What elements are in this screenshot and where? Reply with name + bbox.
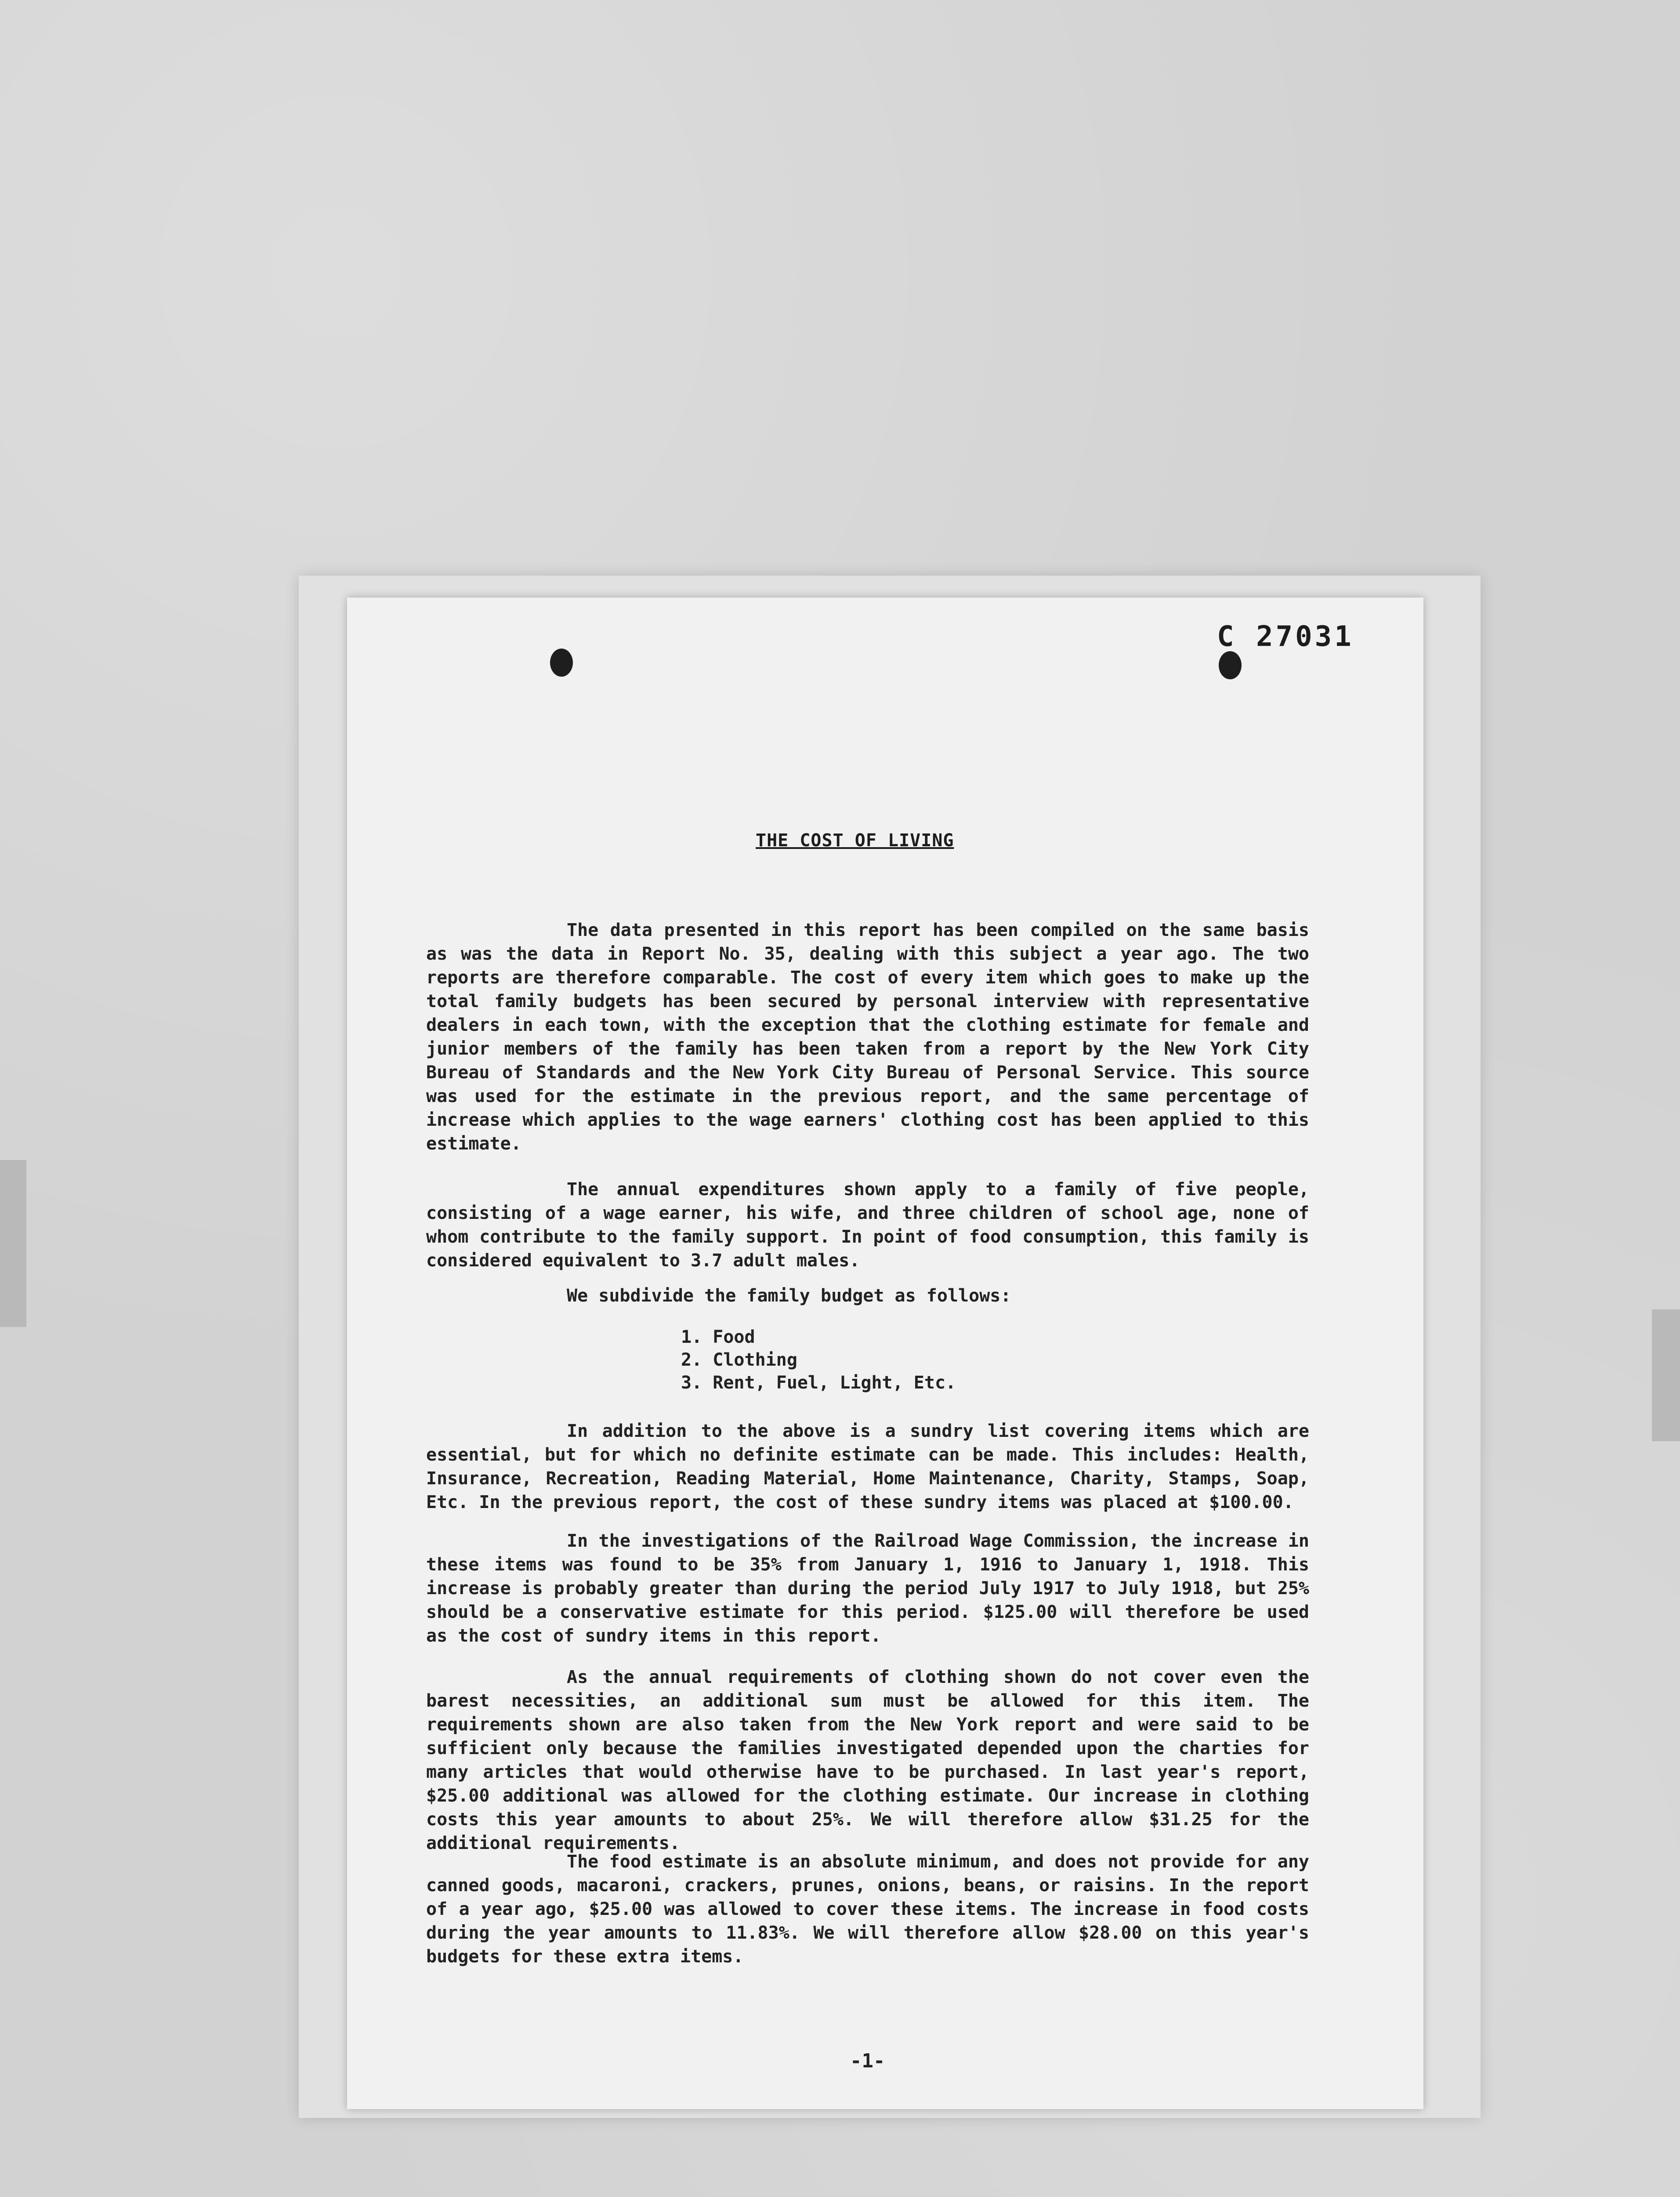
budget-item-food: 1. Food — [681, 1327, 755, 1347]
paragraph-5: As the annual requirements of clothing shown do not cover even the barest necessities, an additional sum must be allowed for this item. The requirements shown are also taken from the New York report and were said to be sufficient only because the families investigated depended upon the charties for many articles that would otherwise have to be purchased. In last year's report, $25.00 additional was allowed for the clothing estimate. Our increase in clothing costs this year amounts to about 25%. We will therefore allow $31.25 for the additional requirements. — [426, 1667, 1309, 1853]
punch-hole-left — [550, 649, 573, 677]
paragraph-6: The food estimate is an absolute minimum, and does not provide for any canned goods, macaroni, crackers, prunes, onions, beans, or raisins. In the report of a year ago, $25.00 was allowed to cover these items. The increase in food costs during the year amounts to 11.83%. We will therefore allow $28.00 on this year's budgets for these extra items. — [426, 1852, 1309, 1967]
page-id: C 27031 — [1217, 620, 1354, 653]
right-edge-mark — [1652, 1309, 1680, 1441]
page-number: -1- — [850, 2050, 885, 2072]
page-title: THE COST OF LIVING — [756, 830, 954, 851]
budget-item-rent: 3. Rent, Fuel, Light, Etc. — [681, 1373, 956, 1393]
left-edge-mark — [0, 1160, 26, 1327]
paragraph-3: In addition to the above is a sundry list covering items which are essential, but for which no definite estimate can be made. This includes: Health, Insurance, Recreation, Reading Material, Home Maintenance, Charity, Stamps, Soap, Etc. In the previous report, the cost of these sundry items was placed at $100.00. — [426, 1421, 1309, 1512]
paragraph-4: In the investigations of the Railroad Wage Commission, the increase in these items was found to be 35% from January 1, 1916 to January 1, 1918. This increase is probably greater than during the period July 1917 to July 1918, but 25% should be a conservative estimate for this period. $125.00 will therefore be used as the cost of sundry items in this report. — [426, 1531, 1309, 1646]
paragraph-2: The annual expenditures shown apply to a family of five people, consisting of a wage earner, his wife, and three children of school age, none of whom contribute to the family support. In point of food consumption, this family is considered equivalent to 3.7 adult males. — [426, 1179, 1309, 1271]
punch-hole-right — [1219, 651, 1242, 679]
document-page — [347, 598, 1423, 2109]
subdivide-intro: We subdivide the family budget as follows: — [567, 1286, 1011, 1306]
paragraph-1: The data presented in this report has been compiled on the same basis as was the data in Report No. 35, dealing with this subject a year ago. The two reports are therefore comparable. The cost of every item which goes to make up the total family budgets has been secured by personal interview with representative dealers in each town, with the exception that the clothing estimate for female and junior members of the family has been taken from a report by the New York City Bureau of Standards and the New York City Bureau of Personal Service. This source was used for the estimate in the previous report, and the same percentage of increase which applies to the wage earners' clothing cost has been applied to this estimate. — [426, 920, 1309, 1154]
budget-item-clothing: 2. Clothing — [681, 1350, 797, 1370]
